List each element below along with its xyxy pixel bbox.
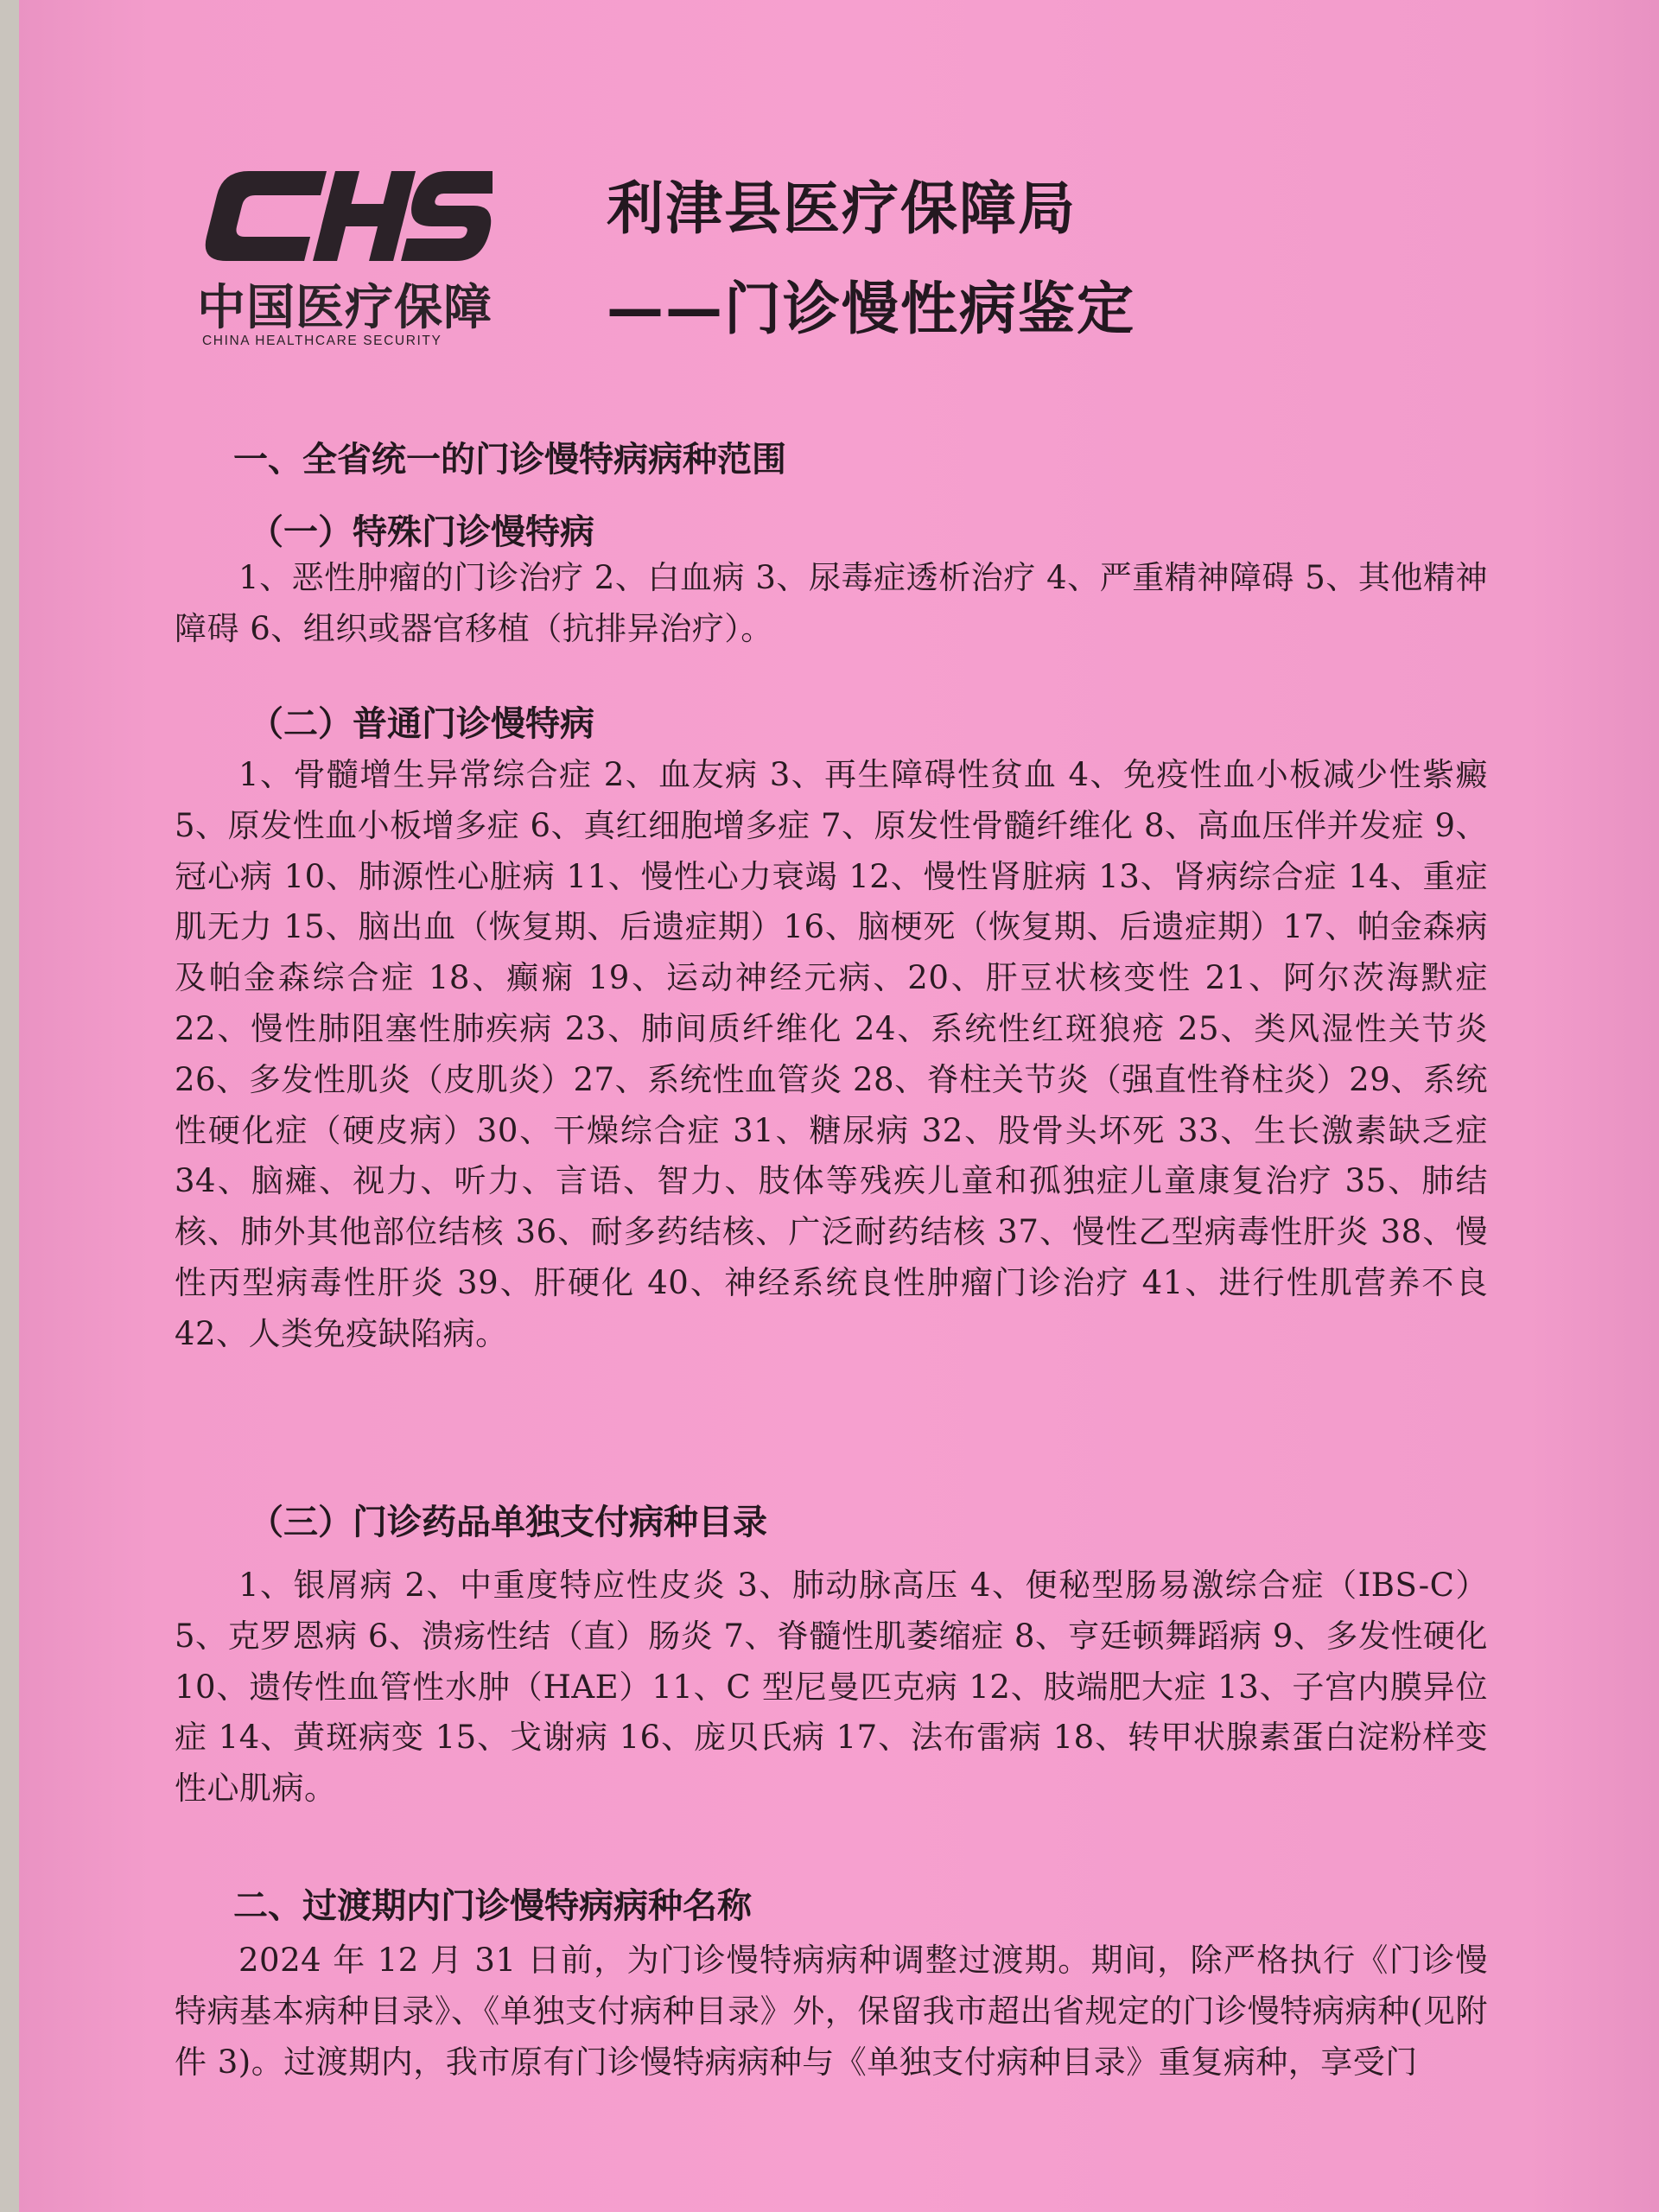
logo-english-name: CHINA HEALTHCARE SECURITY xyxy=(202,334,442,348)
section-1-1-heading: （一）特殊门诊慢特病 xyxy=(249,512,594,552)
chs-logo-mark-icon xyxy=(199,164,493,268)
section-1-1-text: 1、恶性肿瘤的门诊治疗 2、白血病 3、尿毒症透析治疗 4、严重精神障碍 5、其他精神障碍 6、组织或器官移植（抗排异治疗）。 xyxy=(175,559,1488,647)
logo-chinese-name: 中国医疗保障 xyxy=(197,280,493,336)
section-2-heading: 二、过渡期内门诊慢特病病种名称 xyxy=(233,1886,752,1926)
section-2-text: 2024 年 12 月 31 日前，为门诊慢特病病种调整过渡期。期间，除严格执行《门诊慢特病基本病种目录》、《单独支付病种目录》外，保留我市超出省规定的门诊慢特病病种(见附件 3)。过渡期内，我市原有门诊慢特病病种与《单独支付病种目录》重复病种，享受门 xyxy=(175,1942,1488,2081)
section-1-2-heading: （二）普通门诊慢特病 xyxy=(249,704,594,744)
chs-logo xyxy=(181,156,510,354)
section-1-heading: 一、全省统一的门诊慢特病病种范围 xyxy=(233,440,786,480)
section-1-2-text: 1、骨髓增生异常综合症 2、血友病 3、再生障碍性贫血 4、免疫性血小板减少性紫癜 5、原发性血小板增多症 6、真红细胞增多症 7、原发性骨髓纤维化 8、高血压伴并发症 9、冠心病 10、肺源性心脏病 11、慢性心力衰竭 12、慢性肾脏病 13、肾病综合症 14、重症肌无力 15、脑出血（恢复期、后遗症期）16、脑梗死（恢复期、后遗症期）17、帕金森病及帕金森综合症 18、癫痫 19、运动神经元病、20、肝豆状核变性 21、阿尔茨海默症 22、慢性肺阻塞性肺疾病 23、肺间质纤维化 24、系统性红斑狼疮 25、类风湿性关节炎 26、多发性肌炎（皮肌炎）27、系统性血管炎 28、脊柱关节炎（强直性脊柱炎）29、系统性硬化症（硬皮病）30、干燥综合症 31、糖尿病 32、股骨头坏死 33、生长激素缺乏症 34、脑瘫、视力、听力、言语、智力、肢体等残疾儿童和孤独症儿童康复治疗 35、肺结核、肺外其他部位结核 36、耐多药结核、广泛耐药结核 37、慢性乙型病毒性肝炎 38、慢性丙型病毒性肝炎 39、肝硬化 40、神经系统良性肿瘤门诊治疗 41、进行性肌营养不良 42、人类免疫缺陷病。 xyxy=(175,756,1488,1352)
document-subtitle: ——门诊慢性病鉴定 xyxy=(607,276,1135,342)
document-page xyxy=(19,0,1659,2212)
document-title: 利津县医疗保障局 xyxy=(607,175,1077,242)
section-1-3-heading: （三）门诊药品单独支付病种目录 xyxy=(249,1503,767,1542)
section-1-3-text: 1、银屑病 2、中重度特应性皮炎 3、肺动脉高压 4、便秘型肠易激综合症（IBS-C）5、克罗恩病 6、溃疡性结（直）肠炎 7、脊髓性肌萎缩症 8、亨廷顿舞蹈病 9、多发性硬化 10、遗传性血管性水肿（HAE）11、C 型尼曼匹克病 12、肢端肥大症 13、子宫内膜异位症 14、黄斑病变 15、戈谢病 16、庞贝氏病 17、法布雷病 18、转甲状腺素蛋白淀粉样变性心肌病。 xyxy=(175,1567,1488,1808)
